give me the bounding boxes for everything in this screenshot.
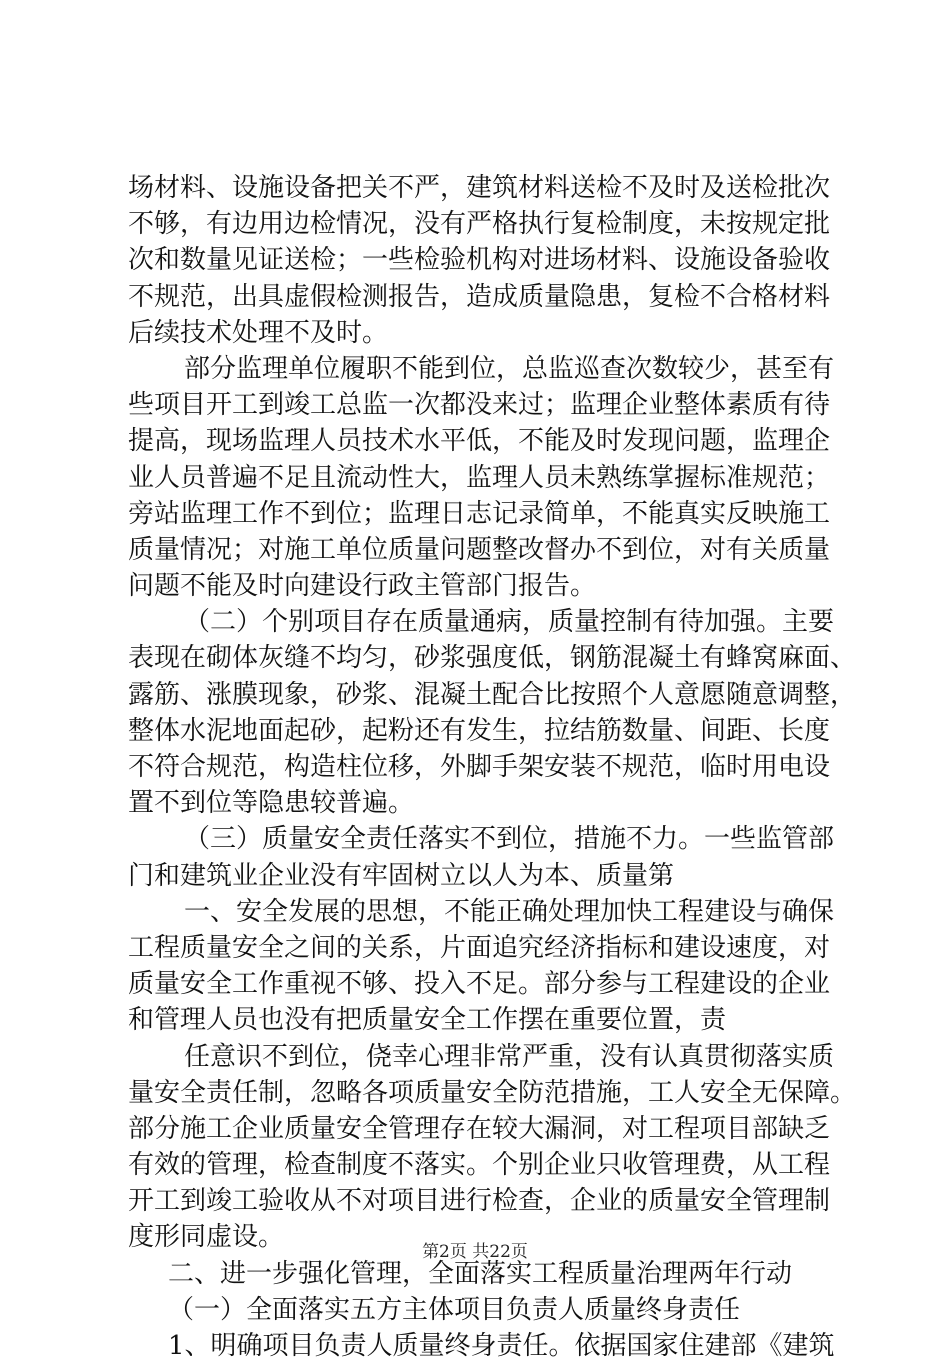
text-line: 提高，现场监理人员技术水平低，不能及时发现问题，监理企 (128, 426, 831, 457)
text-line: 不规范，出具虚假检测报告，造成质量隐患，复检不合格材料 (128, 281, 831, 312)
page-number-footer: 第2页 共22页 (422, 1242, 528, 1262)
text-line: 量安全责任制，忽略各项质量安全防范措施，工人安全无保障。 (128, 1077, 857, 1108)
text-line: 度形同虚设。 (128, 1222, 285, 1253)
paragraph-start: （二）个别项目存在质量通病，质量控制有待加强。主要 (184, 607, 835, 638)
text-line: 问题不能及时向建设行政主管部门报告。 (128, 571, 597, 602)
text-line: 工程质量安全之间的关系，片面追究经济指标和建设速度，对 (128, 932, 831, 963)
paragraph-start: 任意识不到位，侥幸心理非常严重，没有认真贯彻落实质 (184, 1041, 835, 1072)
text-line: 质量情况；对施工单位质量问题整改督办不到位，对有关质量 (128, 534, 831, 565)
text-line: 表现在砌体灰缝不均匀，砂浆强度低，钢筋混凝土有蜂窝麻面、 (128, 643, 857, 674)
text-line: 和管理人员也没有把质量安全工作摆在重要位置，责 (128, 1005, 727, 1036)
text-line: 有效的管理，检查制度不落实。个别企业只收管理费，从工程 (128, 1150, 831, 1181)
subsection-heading: （一）全面落实五方主体项目负责人质量终身责任 (168, 1294, 741, 1325)
text-line: 后续技术处理不及时。 (128, 317, 389, 348)
paragraph-start: （三）质量安全责任落实不到位，措施不力。一些监管部 (184, 824, 835, 855)
text-line: 业人员普遍不足且流动性大，监理人员未熟练掌握标准规范； (128, 462, 831, 493)
section-heading: 二、进一步强化管理，全面落实工程质量治理两年行动 (168, 1258, 793, 1289)
text-line: 质量安全工作重视不够、投入不足。部分参与工程建设的企业 (128, 969, 831, 1000)
text-line: 整体水泥地面起砂，起粉还有发生，拉结筋数量、间距、长度 (128, 715, 831, 746)
text-line: 场材料、设施设备把关不严，建筑材料送检不及时及送检批次 (128, 173, 831, 203)
paragraph-start: 一、安全发展的思想，不能正确处理加快工程建设与确保 (184, 896, 835, 927)
text-line: 置不到位等隐患较普遍。 (128, 788, 415, 819)
paragraph-start: 1、明确项目负责人质量终身责任。依据国家住建部《建筑 (168, 1331, 835, 1361)
body-text (128, 170, 857, 1364)
text-line: 门和建筑业企业没有牢固树立以人为本、质量第 (128, 860, 675, 891)
text-line: 不符合规范，构造柱位移，外脚手架安装不规范，临时用电设 (128, 752, 831, 782)
paragraph-start: 部分监理单位履职不能到位，总监巡查次数较少，甚至有 (184, 353, 835, 384)
text-line: 部分施工企业质量安全管理存在较大漏洞，对工程项目部缺乏 (128, 1113, 831, 1144)
text-line: 些项目开工到竣工总监一次都没来过；监理企业整体素质有待 (128, 390, 831, 421)
text-line: 开工到竣工验收从不对项目进行检查，企业的质量安全管理制 (128, 1186, 831, 1217)
text-line: 不够，有边用边检情况，没有严格执行复检制度，未按规定批 (128, 209, 831, 240)
text-line: 次和数量见证送检；一些检验机构对进场材料、设施设备验收 (128, 245, 831, 276)
text-line: 旁站监理工作不到位；监理日志记录简单，不能真实反映施工 (128, 498, 831, 529)
text-line: 露筋、涨膜现象，砂浆、混凝土配合比按照个人意愿随意调整， (128, 679, 857, 710)
